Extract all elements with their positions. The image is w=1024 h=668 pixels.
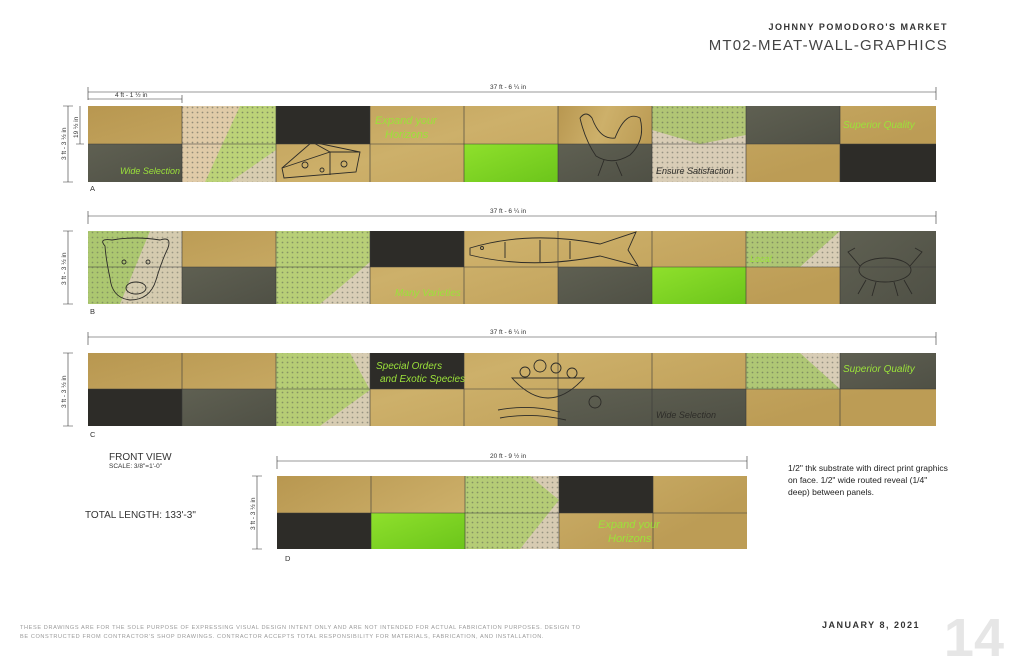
wall-d-label: D (285, 554, 291, 563)
dim-a-panel-width: 4 ft - 1 ½ in (115, 92, 148, 99)
construction-note: 1/2" thk substrate with direct print graphics on face. 1/2" wide routed reveal (1/4" deep) between panels. (788, 463, 948, 497)
total-length: TOTAL LENGTH: 133'-3" (85, 510, 196, 521)
b-many-varieties: Many Varieties (395, 288, 461, 299)
a-ensure-satisfaction: Ensure Satisfaction (656, 166, 734, 176)
wall-c (88, 353, 936, 426)
front-view-title: FRONT VIEW (109, 452, 172, 463)
page-number: 14 (943, 608, 1004, 668)
dim-a-height: 3 ft - 3 ½ in (61, 127, 68, 160)
wall-b-label: B (90, 307, 96, 316)
b-local: Local (750, 254, 772, 264)
wall-d (277, 476, 747, 549)
a-expand-line1: Expand your (375, 115, 437, 127)
scale-label: SCALE: 3/8"=1'-0" (109, 463, 163, 470)
disclaimer: THESE DRAWINGS ARE FOR THE SOLE PURPOSE OF EXPRESSING VISUAL DESIGN INTENT ONLY AND ARE NOT INTENDED FOR ACTUAL FABRICATION PURPOSES. DESIGN TO BE CONSTRUCTED FROM CONTRACTOR'S SHOP DRAWINGS. CONTRACTOR ACCEPTS TOTAL RESPONSIBILITY FOR MATERIALS, FABRICATION, AND INSTALLATION. (20, 625, 581, 640)
wall-b (88, 231, 936, 304)
dim-a-panel-height: 19 ½ in (73, 116, 80, 138)
dim-b-height: 3 ft - 3 ½ in (61, 252, 68, 285)
dim-c-length: 37 ft - 6 ¼ in (490, 329, 527, 336)
client-name: JOHNNY POMODORO'S MARKET (768, 22, 948, 32)
dim-a-length: 37 ft - 6 ¼ in (490, 84, 527, 91)
d-expand-line1: Expand your (598, 519, 660, 531)
wall-c-label: C (90, 430, 96, 439)
c-special-line1: Special Orders (376, 361, 443, 372)
wall-a-label: A (90, 184, 96, 193)
c-special-line2: and Exotic Species (380, 374, 466, 385)
dim-d-height: 3 ft - 3 ½ in (250, 497, 257, 530)
dim-c-height: 3 ft - 3 ½ in (61, 375, 68, 408)
d-expand-line2: Horizons (608, 533, 652, 545)
a-wide-selection: Wide Selection (120, 166, 180, 176)
sheet-title: MT02-MEAT-WALL-GRAPHICS (708, 37, 948, 54)
c-superior-quality: Superior Quality (843, 364, 915, 375)
a-expand-line2: Horizons (385, 129, 429, 141)
dim-b-length: 37 ft - 6 ¼ in (490, 208, 527, 215)
dim-d-length: 20 ft - 9 ½ in (490, 453, 527, 460)
c-wide-selection: Wide Selection (656, 410, 716, 420)
wall-a (88, 106, 936, 182)
a-superior-quality: Superior Quality (843, 120, 915, 131)
sheet-date: JANUARY 8, 2021 (821, 620, 920, 630)
